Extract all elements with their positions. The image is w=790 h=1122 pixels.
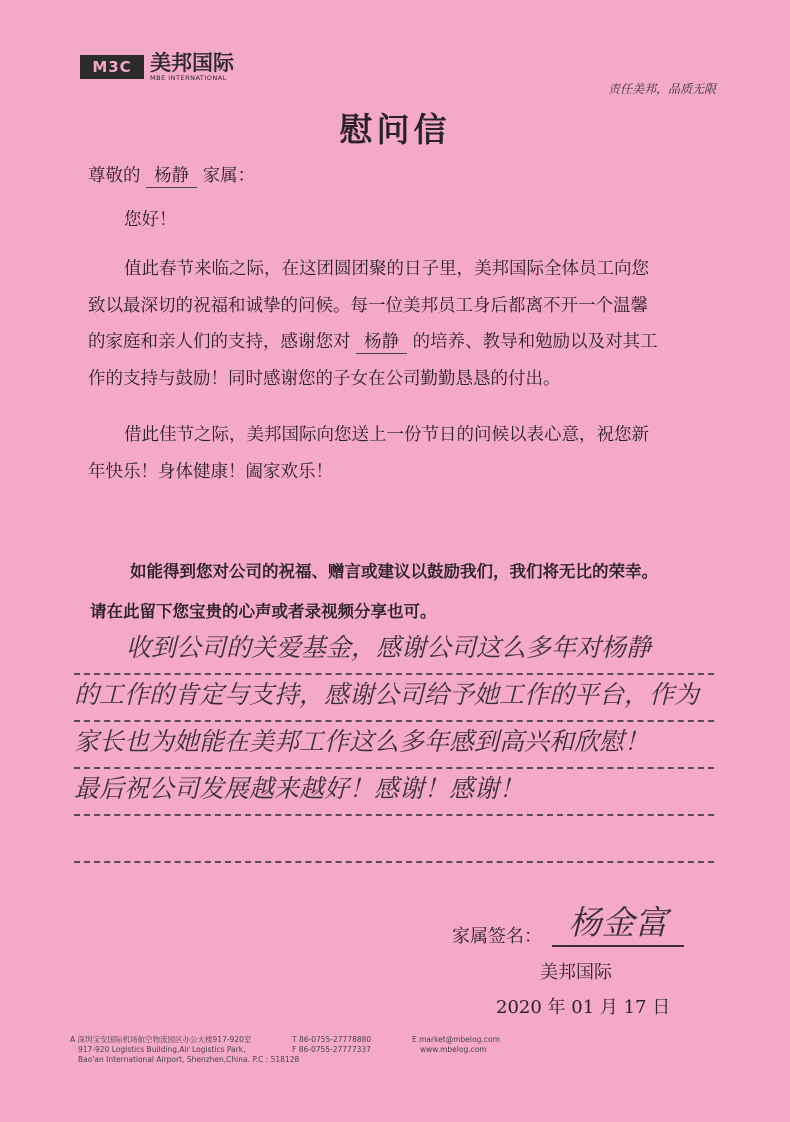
paragraph-2-line: 年快乐！身体健康！阖家欢乐！ <box>88 461 333 482</box>
slogan: 责任美邦，品质无限 <box>607 82 716 96</box>
footer-phone <box>292 1035 371 1055</box>
email: E market@mbelog.com <box>412 1035 500 1044</box>
handwritten-line: 最后祝公司发展越来越好！感谢！感谢！ <box>74 769 714 816</box>
address-label: A <box>70 1035 76 1044</box>
request-line: 请在此留下您宝贵的心声或者录视频分享也可。 <box>90 602 437 621</box>
handwritten-message <box>74 628 714 863</box>
footer-contact <box>412 1035 500 1055</box>
paragraph-2 <box>88 424 728 497</box>
handwritten-line: 家长也为她能在美邦工作这么多年感到高兴和欣慰！ <box>74 722 714 769</box>
paragraph-1-line <box>88 331 728 368</box>
handwritten-line: 的工作的肯定与支持，感谢公司给予她工作的平台，作为 <box>74 675 714 722</box>
address-en-2: Bao'an International Airport, Shenzhen,China. P.C : 518128 <box>78 1055 300 1064</box>
footer-address-cn <box>70 1035 299 1045</box>
request-line: 如能得到您对公司的祝福、赠言或建议以鼓励我们，我们将无比的荣幸。 <box>130 562 658 581</box>
paragraph-1-text: 的培养、教导和勉励以及对其工 <box>412 332 658 352</box>
address-en-1: 917-920 Logistics Building,Air Logistics Park, <box>78 1045 246 1054</box>
footer-address <box>70 1035 299 1065</box>
sender-company: 美邦国际 <box>540 962 612 983</box>
greeting-line <box>88 165 255 188</box>
website: www.mbelog.com <box>420 1045 487 1054</box>
paragraph-1-line: 作的支持与鼓励！同时感谢您的子女在公司勤勤恳恳的付出。 <box>88 368 561 389</box>
logo-text <box>150 52 234 82</box>
greeting-prefix: 尊敬的 <box>88 166 141 186</box>
paragraph-1-line: 致以最深切的祝福和诚挚的问候。每一位美邦员工身后都离不开一个温馨 <box>88 295 648 316</box>
letter-title: 慰问信 <box>339 110 451 149</box>
employee-name: 杨静 <box>356 331 407 354</box>
logo-name-en: MBE INTERNATIONAL <box>150 74 227 82</box>
signature-label: 家属签名： <box>452 926 542 947</box>
address-cn: 深圳宝安国际机场航空物流园区办公大楼917-920室 <box>77 1035 252 1044</box>
paragraph-1-text: 的家庭和亲人们的支持，感谢您对 <box>88 332 351 352</box>
company-logo <box>80 52 234 82</box>
paragraph-2-line: 借此佳节之际，美邦国际向您送上一份节日的问候以表心意，祝您新 <box>124 425 649 445</box>
greeting-suffix: 家属： <box>202 166 256 186</box>
recipient-name: 杨静 <box>146 165 197 188</box>
signature: 杨金富 <box>552 903 684 947</box>
telephone: T 86-0755-27778880 <box>292 1035 372 1044</box>
handwritten-line <box>74 816 714 863</box>
hello-line: 您好！ <box>124 210 177 230</box>
logo-mark: M3C <box>80 55 144 79</box>
letter-date: 2020 年 01 月 17 日 <box>496 997 671 1018</box>
paragraph-1 <box>88 258 728 404</box>
handwritten-line: 收到公司的关爱基金，感谢公司这么多年对杨静 <box>74 628 714 675</box>
logo-name-cn: 美邦国际 <box>150 51 234 75</box>
paragraph-1-line: 值此春节来临之际，在这团圆团聚的日子里，美邦国际全体员工向您 <box>124 259 649 279</box>
fax: F 86-0755-27777337 <box>292 1045 371 1054</box>
